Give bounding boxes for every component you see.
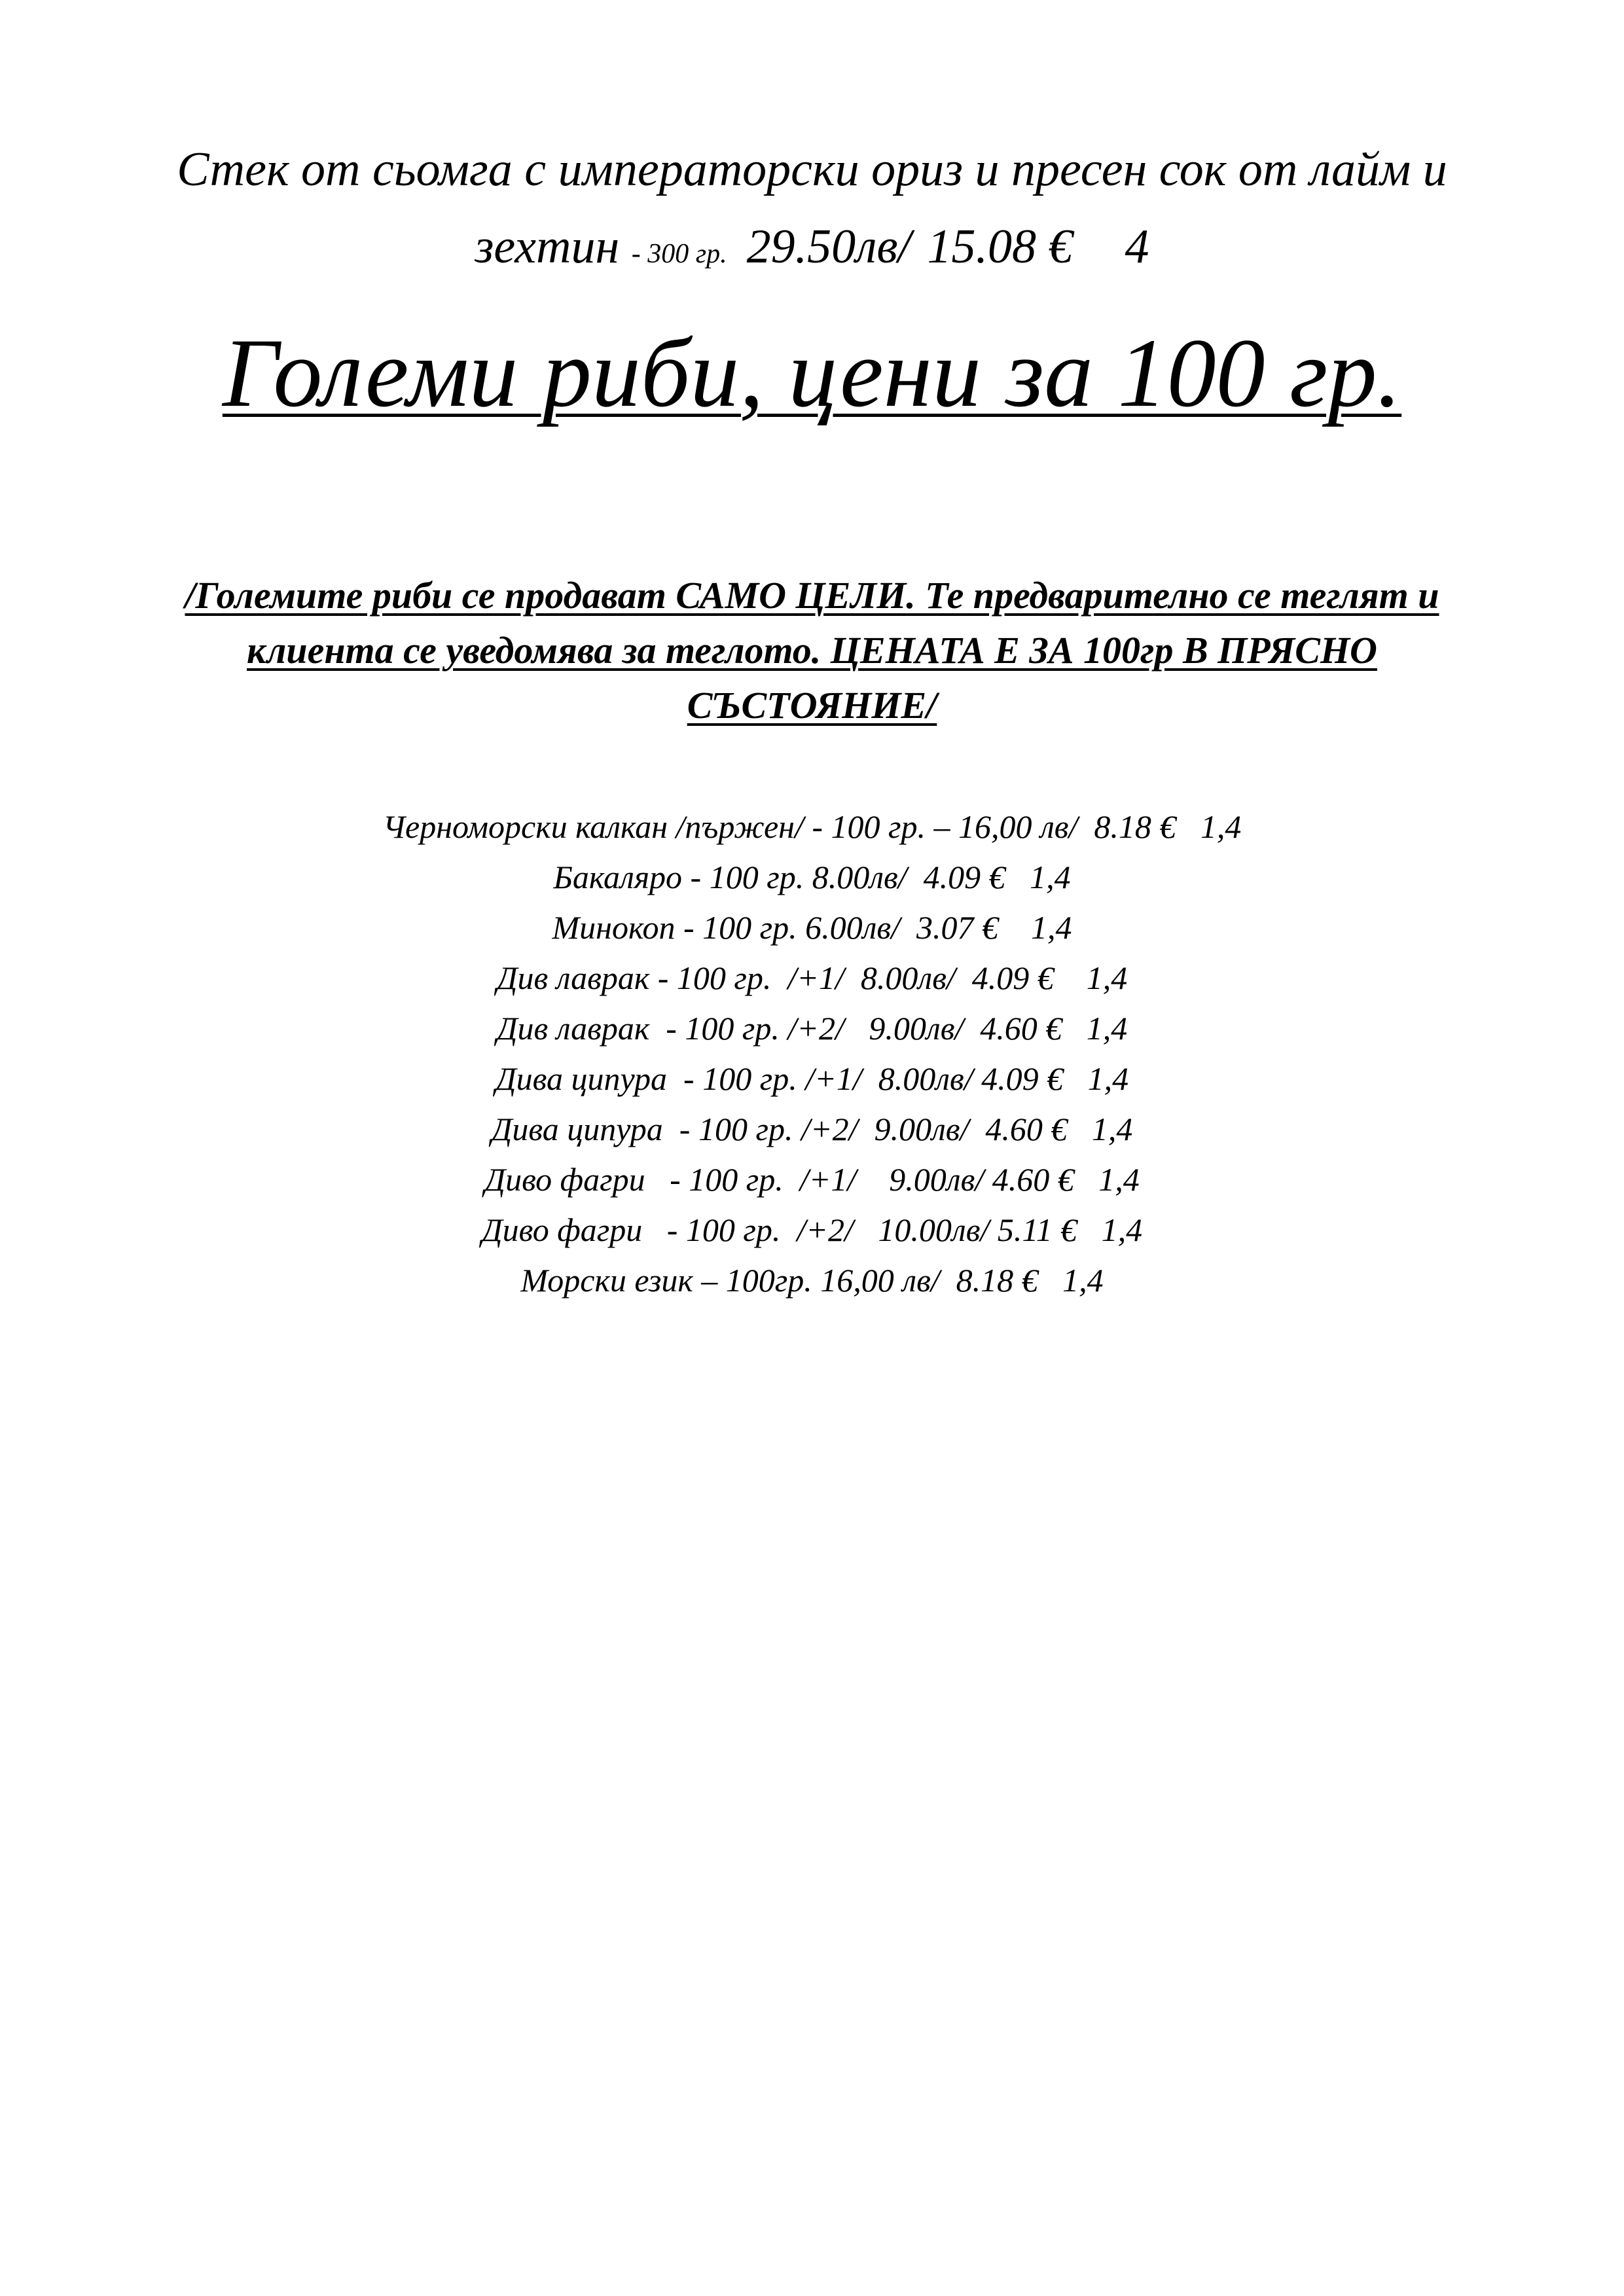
salmon-steak-weight: - 300 гр. [631,239,727,269]
salmon-steak-price-line [65,208,1559,293]
salmon-steak-description-end: зехтин [475,220,620,274]
notice-line: /Големите риби се продават САМО ЦЕЛИ. Те предварително се теглят и [185,574,1439,617]
list-item: Морски език – 100гр. 16,00 лв/ 8.18 € 1,4 [520,1262,1104,1299]
list-item: Черноморски калкан /пържен/ - 100 гр. – 16,00 лв/ 8.18 € 1,4 [382,808,1242,845]
list-item: Дива ципура - 100 гр. /+1/ 8.00лв/ 4.09 € 1,4 [495,1060,1129,1097]
notice-line: СЪСТОЯНИЕ/ [687,684,937,726]
salmon-steak-code: 4 [1125,220,1149,274]
salmon-steak-item [65,131,1559,293]
list-item: Дива ципура - 100 гр. /+2/ 9.00лв/ 4.60 € 1,4 [491,1111,1133,1147]
whole-fish-notice [65,568,1559,733]
notice-line: клиента се уведомява за теглото. ЦЕНАТА Е ЗА 100гр В ПРЯСНО [247,629,1377,672]
salmon-steak-description: Стек от сьомга с императорски ориз и пресен сок от лайм и [177,143,1447,196]
salmon-steak-price-bgn: 29.50лв/ [746,220,912,274]
section-heading: Големи риби, цени за 100 гр. [222,319,1402,427]
list-item: Див лаврак - 100 гр. /+2/ 9.00лв/ 4.60 € 1,4 [496,1010,1128,1047]
list-item: Див лаврак - 100 гр. /+1/ 8.00лв/ 4.09 € 1,4 [496,960,1128,996]
salmon-steak-price-eur: 15.08 € [927,220,1073,274]
list-item: Минокоп - 100 гр. 6.00лв/ 3.07 € 1,4 [552,909,1072,946]
list-item: Диво фагри - 100 гр. /+2/ 10.00лв/ 5.11 € 1,4 [481,1211,1143,1248]
fish-price-list [65,802,1559,1306]
list-item: Диво фагри - 100 гр. /+1/ 9.00лв/ 4.60 € 1,4 [484,1161,1140,1198]
list-item: Бакаляро - 100 гр. 8.00лв/ 4.09 € 1,4 [553,859,1071,895]
